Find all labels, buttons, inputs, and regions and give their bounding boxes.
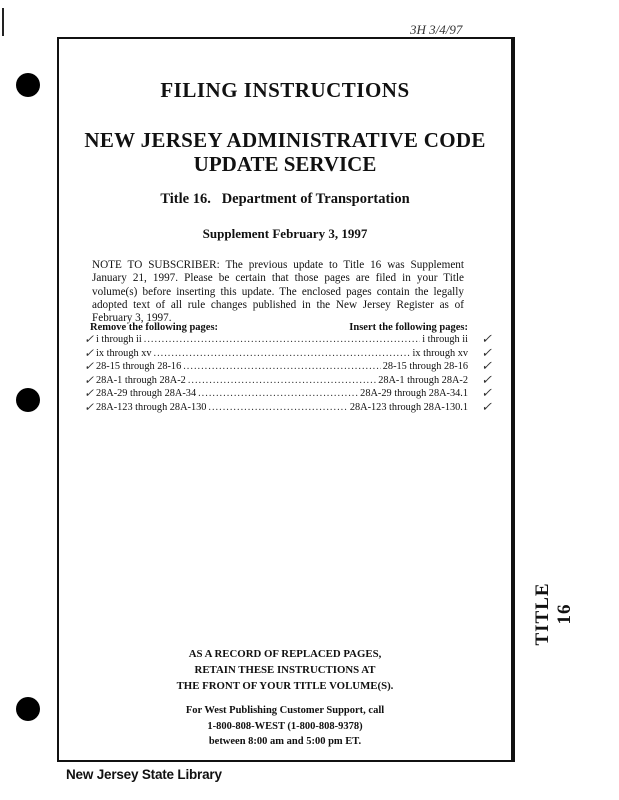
record-instructions [57,646,513,694]
remove-pages: ix through xv [96,347,152,359]
check-mark: ✓ [84,345,95,360]
insert-header: Insert the following pages: [349,322,468,333]
insert-pages: 28A-29 through 28A-34.1 [360,388,468,400]
page-title: FILING INSTRUCTIONS [160,78,410,102]
remove-pages: 28A-1 through 28A-2 [96,374,186,386]
edge-mark [2,8,4,36]
code-title-line2: UPDATE SERVICE [193,152,377,176]
column-headers [90,322,468,333]
list-item [84,358,492,375]
code-title-line1: NEW JERSEY ADMINISTRATIVE CODE [84,128,486,152]
check-mark: ✓ [84,386,95,401]
check-mark: ✓ [84,372,95,387]
insert-pages: 28A-123 through 28A-130.1 [349,401,468,413]
leader-dots [183,361,381,372]
punch-hole-top [16,73,40,97]
title-tab-label: TITLE 16 [532,582,575,646]
check-mark: ✓ [84,359,95,374]
list-item [84,398,492,416]
list-item [84,371,492,389]
list-item [84,385,492,402]
library-stamp: New Jersey State Library [66,767,222,782]
support-hours: between 8:00 am and 5:00 pm ET. [208,736,362,747]
sidebar-rule [513,37,515,762]
record-line-3: THE FRONT OF YOUR TITLE VOLUME(S). [176,680,394,692]
insert-pages: i through ii [422,334,468,345]
leader-dots [198,388,358,399]
check-mark: ✓ [481,398,492,414]
punch-hole-middle [16,388,40,412]
subscriber-note: NOTE TO SUBSCRIBER: The previous update to Title 16 was Supplement January 21, 1997. Please be certain that those pages are filed in your Title volume(s) before inserting this update. The enclosed pages contain the legally adopted text of all rule changes published in the New Jersey Register as of February 3, 1997. [92,259,464,325]
support-line-1: For West Publishing Customer Support, call [185,705,385,716]
list-item [84,331,492,348]
customer-support [57,703,513,750]
remove-header: Remove the following pages: [90,322,219,333]
record-line-1: AS A RECORD OF REPLACED PAGES, [188,648,382,660]
check-mark: ✓ [481,385,492,401]
remove-pages: 28-15 through 28-16 [96,361,182,373]
department-title: Title 16. Department of Transportation [160,191,410,207]
check-mark: ✓ [84,399,95,414]
leader-dots [188,375,376,386]
remove-pages: 28A-123 through 28A-130 [96,401,207,413]
remove-pages: 28A-29 through 28A-34 [96,388,197,400]
list-item [84,344,492,362]
check-mark: ✓ [481,331,492,346]
support-phone: 1-800-808-WEST (1-800-808-9378) [207,720,363,732]
check-mark: ✓ [84,332,95,346]
supplement-date: Supplement February 3, 1997 [202,226,368,241]
check-mark: ✓ [481,358,492,374]
leader-dots [208,402,347,413]
insert-pages: ix through xv [412,347,468,359]
handwritten-date: 3H 3/4/97 [410,22,463,37]
leader-dots [154,348,411,359]
check-mark: ✓ [481,344,492,360]
leader-dots [144,334,420,345]
punch-hole-bottom [16,697,40,721]
page-list [84,331,492,416]
record-line-2: RETAIN THESE INSTRUCTIONS AT [194,664,376,676]
insert-pages: 28-15 through 28-16 [382,361,468,373]
insert-pages: 28A-1 through 28A-2 [378,374,468,386]
remove-pages: i through ii [96,334,142,345]
check-mark: ✓ [481,371,492,387]
